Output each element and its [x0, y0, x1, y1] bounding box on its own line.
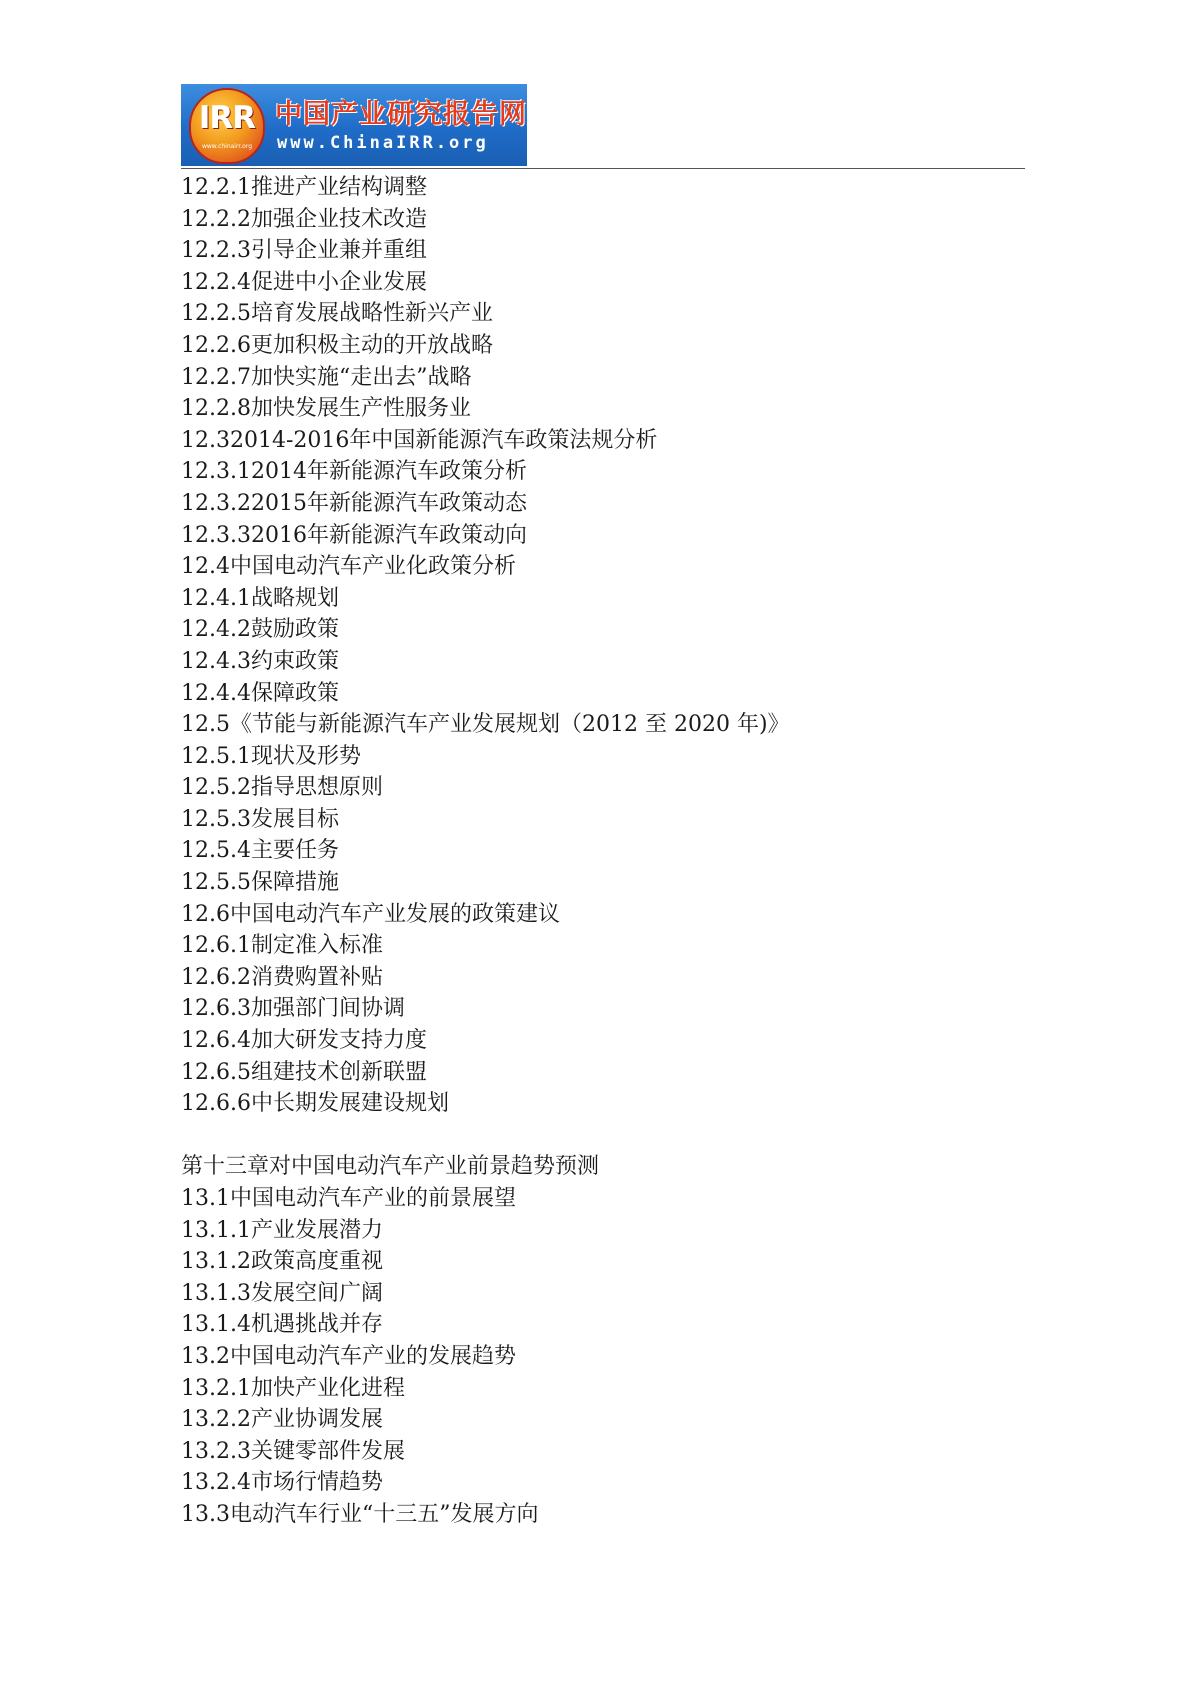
site-logo[interactable] [181, 84, 527, 166]
toc-item: 12.6.4加大研发支持力度 [181, 1028, 427, 1054]
toc-item: 12.5《节能与新能源汽车产业发展规划（2012 至 2020 年)》 [181, 712, 790, 738]
toc-item: 12.3.22015年新能源汽车政策动态 [181, 490, 527, 516]
irr-badge-icon [189, 88, 265, 164]
toc-item: 13.2.4市场行情趋势 [181, 1470, 383, 1496]
chapter-heading: 第十三章对中国电动汽车产业前景趋势预测 [181, 1154, 600, 1180]
toc-item: 12.5.3发展目标 [181, 806, 339, 832]
badge-text: IRR [198, 100, 256, 136]
toc-item: 13.1.4机遇挑战并存 [181, 1312, 383, 1338]
logo-title: 中国产业研究报告网 [275, 99, 527, 130]
toc-item: 12.2.3引导企业兼并重组 [181, 238, 427, 264]
toc-item: 13.1.2政策高度重视 [181, 1249, 383, 1275]
toc-item: 12.6.6中长期发展建设规划 [181, 1091, 449, 1117]
toc-item: 12.3.32016年新能源汽车政策动向 [181, 522, 527, 548]
logo-url: www.ChinaIRR.org [277, 133, 489, 153]
toc-item: 13.1.3发展空间广阔 [181, 1280, 383, 1306]
toc-item: 12.3.12014年新能源汽车政策分析 [181, 459, 527, 485]
toc-item: 13.2.2产业协调发展 [181, 1407, 383, 1433]
toc-item: 12.2.2加强企业技术改造 [181, 206, 427, 232]
toc-item: 12.5.4主要任务 [181, 838, 339, 864]
toc-item: 12.6中国电动汽车产业发展的政策建议 [181, 901, 560, 927]
toc-item: 12.6.5组建技术创新联盟 [181, 1059, 427, 1085]
toc-item: 12.2.1推进产业结构调整 [181, 175, 427, 200]
table-of-contents [181, 172, 790, 1531]
toc-item: 13.2.3关键零部件发展 [181, 1438, 405, 1464]
toc-item: 12.4.1战略规划 [181, 585, 339, 611]
toc-item: 12.5.1现状及形势 [181, 743, 361, 769]
toc-item: 13.1中国电动汽车产业的前景展望 [181, 1186, 516, 1211]
toc-item: 12.5.2指导思想原则 [181, 775, 383, 801]
toc-item: 12.4.2鼓励政策 [181, 617, 339, 643]
toc-item: 12.4中国电动汽车产业化政策分析 [181, 554, 516, 580]
header-divider [181, 168, 1025, 169]
toc-item: 12.2.4促进中小企业发展 [181, 269, 427, 295]
toc-item: 12.4.4保障政策 [181, 680, 339, 706]
toc-item: 13.2.1加快产业化进程 [181, 1375, 405, 1401]
badge-small-text: www.chinairr.org [201, 143, 253, 150]
site-header [181, 84, 527, 166]
toc-item: 13.1.1产业发展潜力 [181, 1217, 383, 1243]
toc-item: 13.3电动汽车行业“十三五”发展方向 [181, 1501, 539, 1527]
toc-item: 12.2.7加快实施“走出去”战略 [181, 364, 472, 390]
toc-item: 12.2.8加快发展生产性服务业 [181, 396, 471, 422]
toc-item: 12.4.3约束政策 [181, 648, 339, 674]
toc-item: 12.6.2消费购置补贴 [181, 964, 383, 990]
toc-item: 13.2中国电动汽车产业的发展趋势 [181, 1343, 516, 1369]
toc-item: 12.5.5保障措施 [181, 870, 339, 896]
toc-item: 12.6.1制定准入标准 [181, 933, 383, 959]
toc-item: 12.32014-2016年中国新能源汽车政策法规分析 [181, 427, 658, 453]
section-gap [181, 1120, 790, 1152]
toc-item: 12.6.3加强部门间协调 [181, 996, 405, 1022]
toc-item: 12.2.6更加积极主动的开放战略 [181, 332, 493, 358]
toc-item: 12.2.5培育发展战略性新兴产业 [181, 301, 493, 327]
